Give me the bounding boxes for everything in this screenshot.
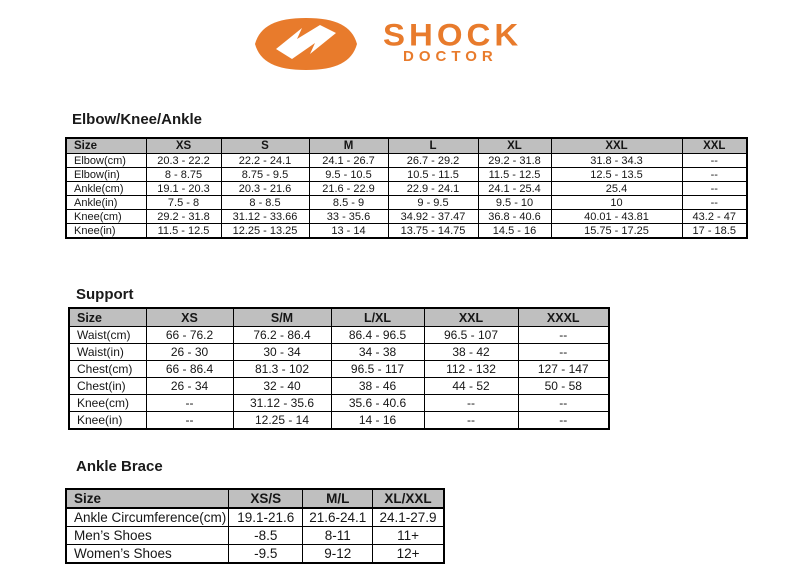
cell-value: -- bbox=[424, 412, 518, 430]
row-label: Ankle(in) bbox=[66, 196, 146, 210]
cell-value: 40.01 - 43.81 bbox=[551, 210, 682, 224]
row-label: Knee(in) bbox=[69, 412, 146, 430]
cell-value: 31.12 - 35.6 bbox=[233, 395, 331, 412]
cell-value: 38 - 46 bbox=[331, 378, 424, 395]
table-row bbox=[69, 412, 609, 430]
cell-value: 24.1 - 25.4 bbox=[478, 182, 551, 196]
cell-value: -- bbox=[518, 412, 609, 430]
lightning-bolt-icon bbox=[252, 13, 360, 75]
cell-value: 11+ bbox=[373, 527, 444, 545]
size-column-header: Size bbox=[69, 308, 146, 327]
cell-value: 11.5 - 12.5 bbox=[478, 168, 551, 182]
row-label: Ankle Circumference(cm) bbox=[66, 508, 229, 527]
cell-value: 29.2 - 31.8 bbox=[478, 154, 551, 168]
table-row bbox=[69, 327, 609, 344]
cell-value: 24.1 - 26.7 bbox=[309, 154, 388, 168]
cell-value: 43.2 - 47 bbox=[682, 210, 747, 224]
cell-value: 20.3 - 22.2 bbox=[146, 154, 221, 168]
table bbox=[65, 488, 445, 564]
table-row bbox=[66, 182, 747, 196]
column-header: S/M bbox=[233, 308, 331, 327]
cell-value: 13.75 - 14.75 bbox=[388, 224, 478, 239]
cell-value: 21.6 - 22.9 bbox=[309, 182, 388, 196]
cell-value: 13 - 14 bbox=[309, 224, 388, 239]
section-title-ankle-brace: Ankle Brace bbox=[76, 458, 163, 475]
cell-value: 22.9 - 24.1 bbox=[388, 182, 478, 196]
column-header: XL bbox=[478, 138, 551, 154]
row-label: Men’s Shoes bbox=[66, 527, 229, 545]
table-row bbox=[69, 395, 609, 412]
column-header: XS/S bbox=[229, 489, 303, 508]
section-title-elbow-knee-ankle: Elbow/Knee/Ankle bbox=[72, 111, 203, 128]
cell-value: 22.2 - 24.1 bbox=[221, 154, 309, 168]
cell-value: 14 - 16 bbox=[331, 412, 424, 430]
cell-value: 8 - 8.75 bbox=[146, 168, 221, 182]
cell-value: 8.5 - 9 bbox=[309, 196, 388, 210]
row-label: Elbow(cm) bbox=[66, 154, 146, 168]
column-header: M bbox=[309, 138, 388, 154]
table-row bbox=[66, 527, 444, 545]
cell-value: 112 - 132 bbox=[424, 361, 518, 378]
cell-value: 76.2 - 86.4 bbox=[233, 327, 331, 344]
column-header: XXL bbox=[424, 308, 518, 327]
table-row bbox=[66, 154, 747, 168]
brand-name-shock: SHOCK bbox=[383, 17, 523, 53]
row-label: Ankle(cm) bbox=[66, 182, 146, 196]
cell-value: 8.75 - 9.5 bbox=[221, 168, 309, 182]
cell-value: -- bbox=[682, 182, 747, 196]
column-header: XXL bbox=[682, 138, 747, 154]
brand-name-doctor: DOCTOR bbox=[403, 48, 498, 65]
cell-value: 81.3 - 102 bbox=[233, 361, 331, 378]
table-row bbox=[66, 545, 444, 564]
cell-value: -9.5 bbox=[229, 545, 303, 564]
cell-value: -- bbox=[518, 395, 609, 412]
cell-value: 33 - 35.6 bbox=[309, 210, 388, 224]
cell-value: 31.12 - 33.66 bbox=[221, 210, 309, 224]
table-row bbox=[66, 508, 444, 527]
row-label: Elbow(in) bbox=[66, 168, 146, 182]
cell-value: -8.5 bbox=[229, 527, 303, 545]
row-label: Chest(cm) bbox=[69, 361, 146, 378]
shock-doctor-logo-emblem bbox=[252, 13, 360, 75]
cell-value: 12+ bbox=[373, 545, 444, 564]
size-table-elbow-knee-ankle bbox=[65, 137, 748, 239]
cell-value: -- bbox=[518, 344, 609, 361]
cell-value: -- bbox=[518, 327, 609, 344]
cell-value: -- bbox=[682, 196, 747, 210]
section-title-support: Support bbox=[76, 286, 134, 303]
header-row bbox=[69, 308, 609, 327]
cell-value: 7.5 - 8 bbox=[146, 196, 221, 210]
cell-value: 26 - 34 bbox=[146, 378, 233, 395]
size-column-header: Size bbox=[66, 489, 229, 508]
cell-value: 66 - 76.2 bbox=[146, 327, 233, 344]
cell-value: 10.5 - 11.5 bbox=[388, 168, 478, 182]
row-label: Waist(in) bbox=[69, 344, 146, 361]
table-row bbox=[69, 344, 609, 361]
header-row bbox=[66, 138, 747, 154]
size-table-ankle-brace bbox=[65, 488, 445, 564]
cell-value: 30 - 34 bbox=[233, 344, 331, 361]
row-label: Knee(cm) bbox=[69, 395, 146, 412]
table-row bbox=[66, 168, 747, 182]
cell-value: 9.5 - 10.5 bbox=[309, 168, 388, 182]
cell-value: -- bbox=[682, 154, 747, 168]
cell-value: 32 - 40 bbox=[233, 378, 331, 395]
cell-value: 44 - 52 bbox=[424, 378, 518, 395]
cell-value: 8 - 8.5 bbox=[221, 196, 309, 210]
table bbox=[68, 307, 610, 430]
column-header: L/XL bbox=[331, 308, 424, 327]
column-header: XL/XXL bbox=[373, 489, 444, 508]
cell-value: 8-11 bbox=[303, 527, 373, 545]
row-label: Knee(in) bbox=[66, 224, 146, 239]
cell-value: 34.92 - 37.47 bbox=[388, 210, 478, 224]
column-header: XXL bbox=[551, 138, 682, 154]
table-row bbox=[66, 224, 747, 239]
column-header: XS bbox=[146, 308, 233, 327]
cell-value: 10 bbox=[551, 196, 682, 210]
column-header: XS bbox=[146, 138, 221, 154]
cell-value: 17 - 18.5 bbox=[682, 224, 747, 239]
cell-value: 26 - 30 bbox=[146, 344, 233, 361]
cell-value: 25.4 bbox=[551, 182, 682, 196]
cell-value: 127 - 147 bbox=[518, 361, 609, 378]
cell-value: 96.5 - 107 bbox=[424, 327, 518, 344]
cell-value: 9.5 - 10 bbox=[478, 196, 551, 210]
cell-value: 12.25 - 13.25 bbox=[221, 224, 309, 239]
cell-value: 15.75 - 17.25 bbox=[551, 224, 682, 239]
table-row bbox=[69, 378, 609, 395]
column-header: XXXL bbox=[518, 308, 609, 327]
cell-value: 12.5 - 13.5 bbox=[551, 168, 682, 182]
row-label: Women’s Shoes bbox=[66, 545, 229, 564]
cell-value: 24.1-27.9 bbox=[373, 508, 444, 527]
cell-value: -- bbox=[146, 395, 233, 412]
size-column-header: Size bbox=[66, 138, 146, 154]
cell-value: 31.8 - 34.3 bbox=[551, 154, 682, 168]
cell-value: 19.1 - 20.3 bbox=[146, 182, 221, 196]
cell-value: 19.1-21.6 bbox=[229, 508, 303, 527]
row-label: Chest(in) bbox=[69, 378, 146, 395]
header-row bbox=[66, 489, 444, 508]
table bbox=[65, 137, 748, 239]
cell-value: 50 - 58 bbox=[518, 378, 609, 395]
cell-value: -- bbox=[424, 395, 518, 412]
row-label: Knee(cm) bbox=[66, 210, 146, 224]
cell-value: 9 - 9.5 bbox=[388, 196, 478, 210]
cell-value: 38 - 42 bbox=[424, 344, 518, 361]
column-header: L bbox=[388, 138, 478, 154]
column-header: S bbox=[221, 138, 309, 154]
cell-value: -- bbox=[682, 168, 747, 182]
table-row bbox=[66, 210, 747, 224]
cell-value: 35.6 - 40.6 bbox=[331, 395, 424, 412]
column-header: M/L bbox=[303, 489, 373, 508]
cell-value: 36.8 - 40.6 bbox=[478, 210, 551, 224]
cell-value: 14.5 - 16 bbox=[478, 224, 551, 239]
cell-value: 26.7 - 29.2 bbox=[388, 154, 478, 168]
cell-value: 29.2 - 31.8 bbox=[146, 210, 221, 224]
table-row bbox=[69, 361, 609, 378]
row-label: Waist(cm) bbox=[69, 327, 146, 344]
cell-value: 66 - 86.4 bbox=[146, 361, 233, 378]
cell-value: 12.25 - 14 bbox=[233, 412, 331, 430]
cell-value: 34 - 38 bbox=[331, 344, 424, 361]
size-table-support bbox=[68, 307, 610, 430]
cell-value: 20.3 - 21.6 bbox=[221, 182, 309, 196]
cell-value: 96.5 - 117 bbox=[331, 361, 424, 378]
cell-value: 11.5 - 12.5 bbox=[146, 224, 221, 239]
cell-value: 21.6-24.1 bbox=[303, 508, 373, 527]
cell-value: 9-12 bbox=[303, 545, 373, 564]
cell-value: 86.4 - 96.5 bbox=[331, 327, 424, 344]
cell-value: -- bbox=[146, 412, 233, 430]
table-row bbox=[66, 196, 747, 210]
